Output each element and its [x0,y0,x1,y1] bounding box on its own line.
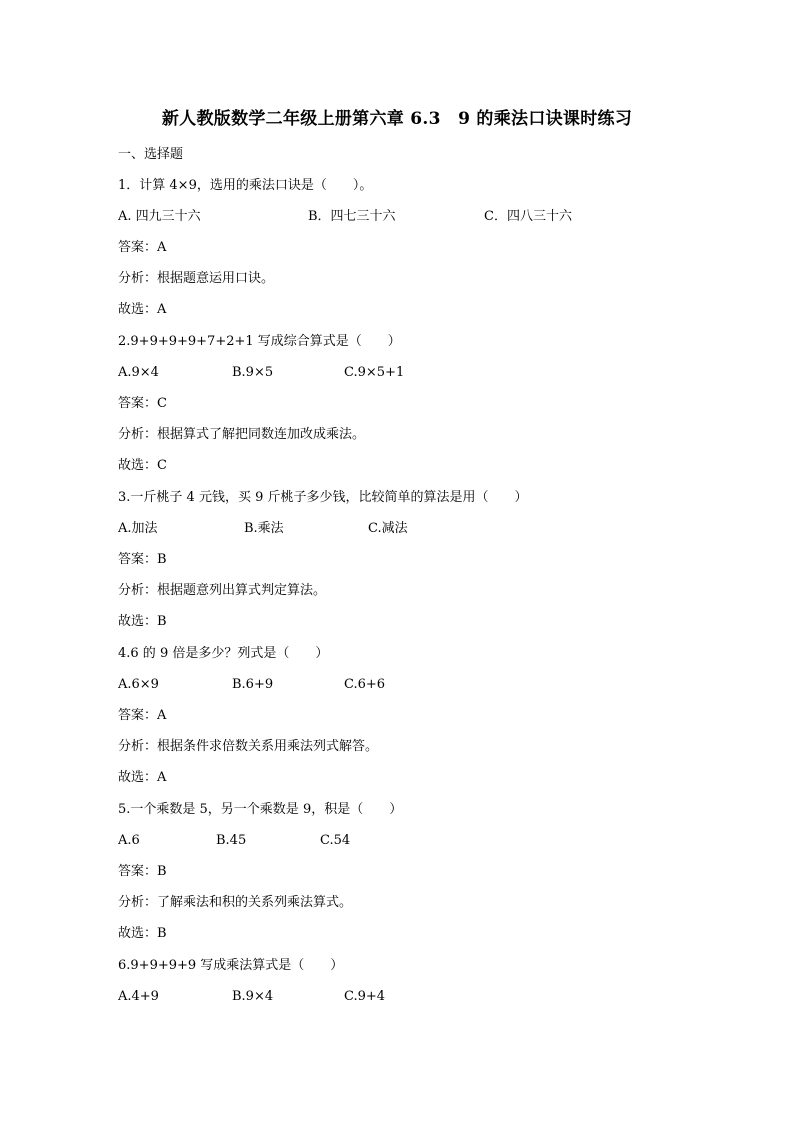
question-3-stem: 3.一斤桃子 4 元钱，买 9 斤桃子多少钱，比较简单的算法是用（ ） [118,490,528,505]
option-b: B.9×4 [232,989,274,1004]
question-5-stem: 5.一个乘数是 5，另一个乘数是 9，积是（ ） [118,802,403,817]
question-3-choice: 故选：B [118,614,167,629]
question-1-answer: 答案：A [118,240,167,255]
question-1-choice: 故选：A [118,302,167,317]
question-3-answer: 答案：B [118,552,167,567]
question-4-analysis: 分析：根据条件求倍数关系用乘法列式解答。 [118,739,379,754]
option-c: C.9+4 [344,989,386,1004]
page-title: 新人教版数学二年级上册第六章 6.3 9 的乘法口诀课时练习 [161,109,633,129]
question-2-analysis: 分析：根据算式了解把同数连加改成乘法。 [118,427,366,442]
question-2-stem: 2.9+9+9+9+7+2+1 写成综合算式是（ ） [118,334,401,349]
option-a: A.6 [118,833,140,848]
option-b: B.9×5 [232,365,274,380]
question-5-answer: 答案：B [118,864,167,879]
option-a: A.4+9 [118,989,159,1004]
section-heading: 一、选择题 [118,147,184,162]
question-1-stem: 1．计算 4×9，选用的乘法口诀是（ ）。 [118,178,373,193]
question-4-choice: 故选：A [118,770,167,785]
question-5-choice: 故选：B [118,926,167,941]
option-a: A.加法 [118,521,158,536]
option-a: A. 四九三十六 [118,209,201,224]
question-6-stem: 6.9+9+9+9 写成乘法算式是（ ） [118,958,344,973]
option-c: C.减法 [368,521,408,536]
option-b: B.45 [216,833,247,848]
question-3-analysis: 分析：根据题意列出算式判定算法。 [118,583,327,598]
option-c: C．四八三十六 [484,209,572,224]
option-b: B.6+9 [232,677,274,692]
option-c: C.9×5+1 [344,365,405,380]
option-a: A.9×4 [118,365,159,380]
question-4-stem: 4.6 的 9 倍是多少？列式是（ ） [118,646,329,661]
option-b: B．四七三十六 [308,209,396,224]
option-a: A.6×9 [118,677,159,692]
option-c: C.54 [320,833,351,848]
question-4-answer: 答案：A [118,708,167,723]
question-2-answer: 答案：C [118,396,167,411]
question-2-choice: 故选：C [118,458,167,473]
option-b: B.乘法 [244,521,284,536]
question-5-analysis: 分析：了解乘法和积的关系列乘法算式。 [118,895,353,910]
question-1-analysis: 分析：根据题意运用口诀。 [118,271,275,286]
option-c: C.6+6 [344,677,386,692]
